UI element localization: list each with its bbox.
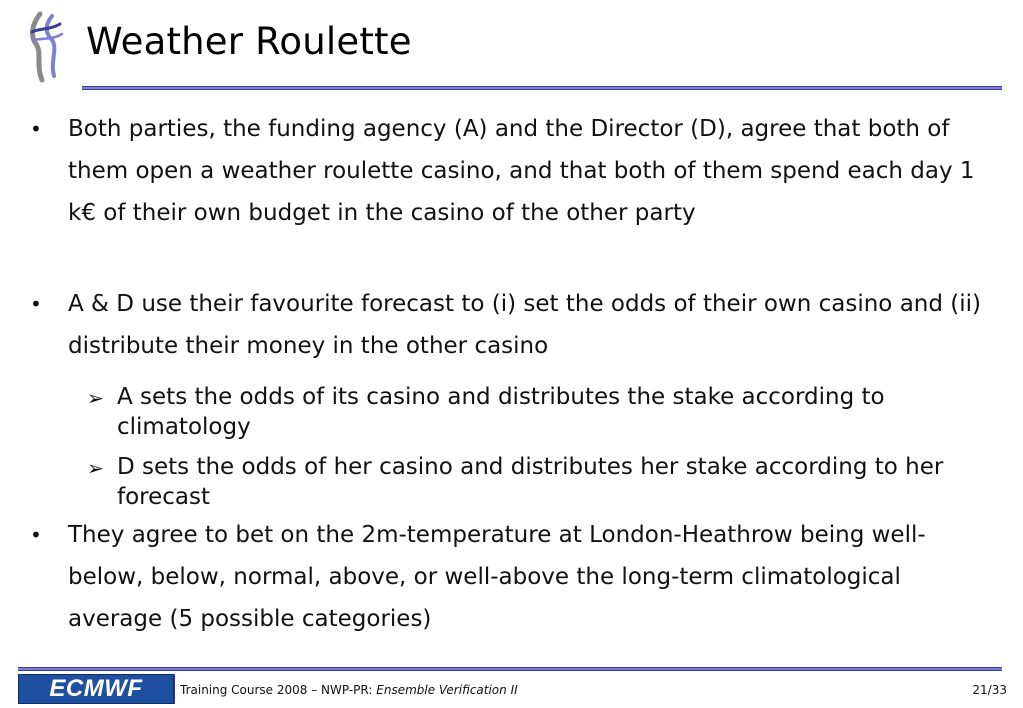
arrow-bullet-icon: ➢ — [87, 456, 104, 480]
sub-bullet-item — [87, 382, 1007, 442]
footer-rule — [18, 667, 1002, 671]
bullet-item — [30, 108, 998, 234]
ecmwf-logo — [18, 674, 174, 704]
logo-text: ECMWF — [49, 675, 143, 702]
footer-course-topic: Ensemble Verification II — [376, 683, 518, 697]
bullet-icon: • — [30, 117, 42, 141]
bullet-text: Both parties, the funding agency (A) and the Director (D), agree that both of them open a weather roulette casino, and that both of them spend each day 1 k€ of their own budget in the casino of the other party — [68, 116, 975, 226]
sub-bullet-text: A sets the odds of its casino and distributes the stake according to climatology — [117, 384, 885, 440]
page-number: 21/33 — [972, 683, 1007, 697]
bullet-icon: • — [30, 292, 42, 316]
sub-bullet-text: D sets the odds of her casino and distributes her stake according to her forecast — [117, 454, 944, 510]
slide-title: Weather Roulette — [86, 20, 412, 63]
bullet-item — [30, 514, 998, 640]
footer-course — [180, 683, 518, 697]
footer-divider — [174, 674, 175, 704]
bullet-icon: • — [30, 523, 42, 547]
bullet-text: A & D use their favourite forecast to (i) set the odds of their own casino and (ii) distribute their money in the other casino — [68, 291, 982, 359]
footer-course-text: Training Course 2008 – NWP-PR: — [180, 683, 377, 697]
arrow-bullet-icon: ➢ — [87, 386, 104, 410]
sub-bullet-item — [87, 452, 1007, 512]
bullet-item — [30, 283, 998, 367]
bullet-text: They agree to bet on the 2m-temperature at London-Heathrow being well-below, below, normal, above, or well-above the long-term climatological average (5 possible categories) — [68, 522, 926, 632]
